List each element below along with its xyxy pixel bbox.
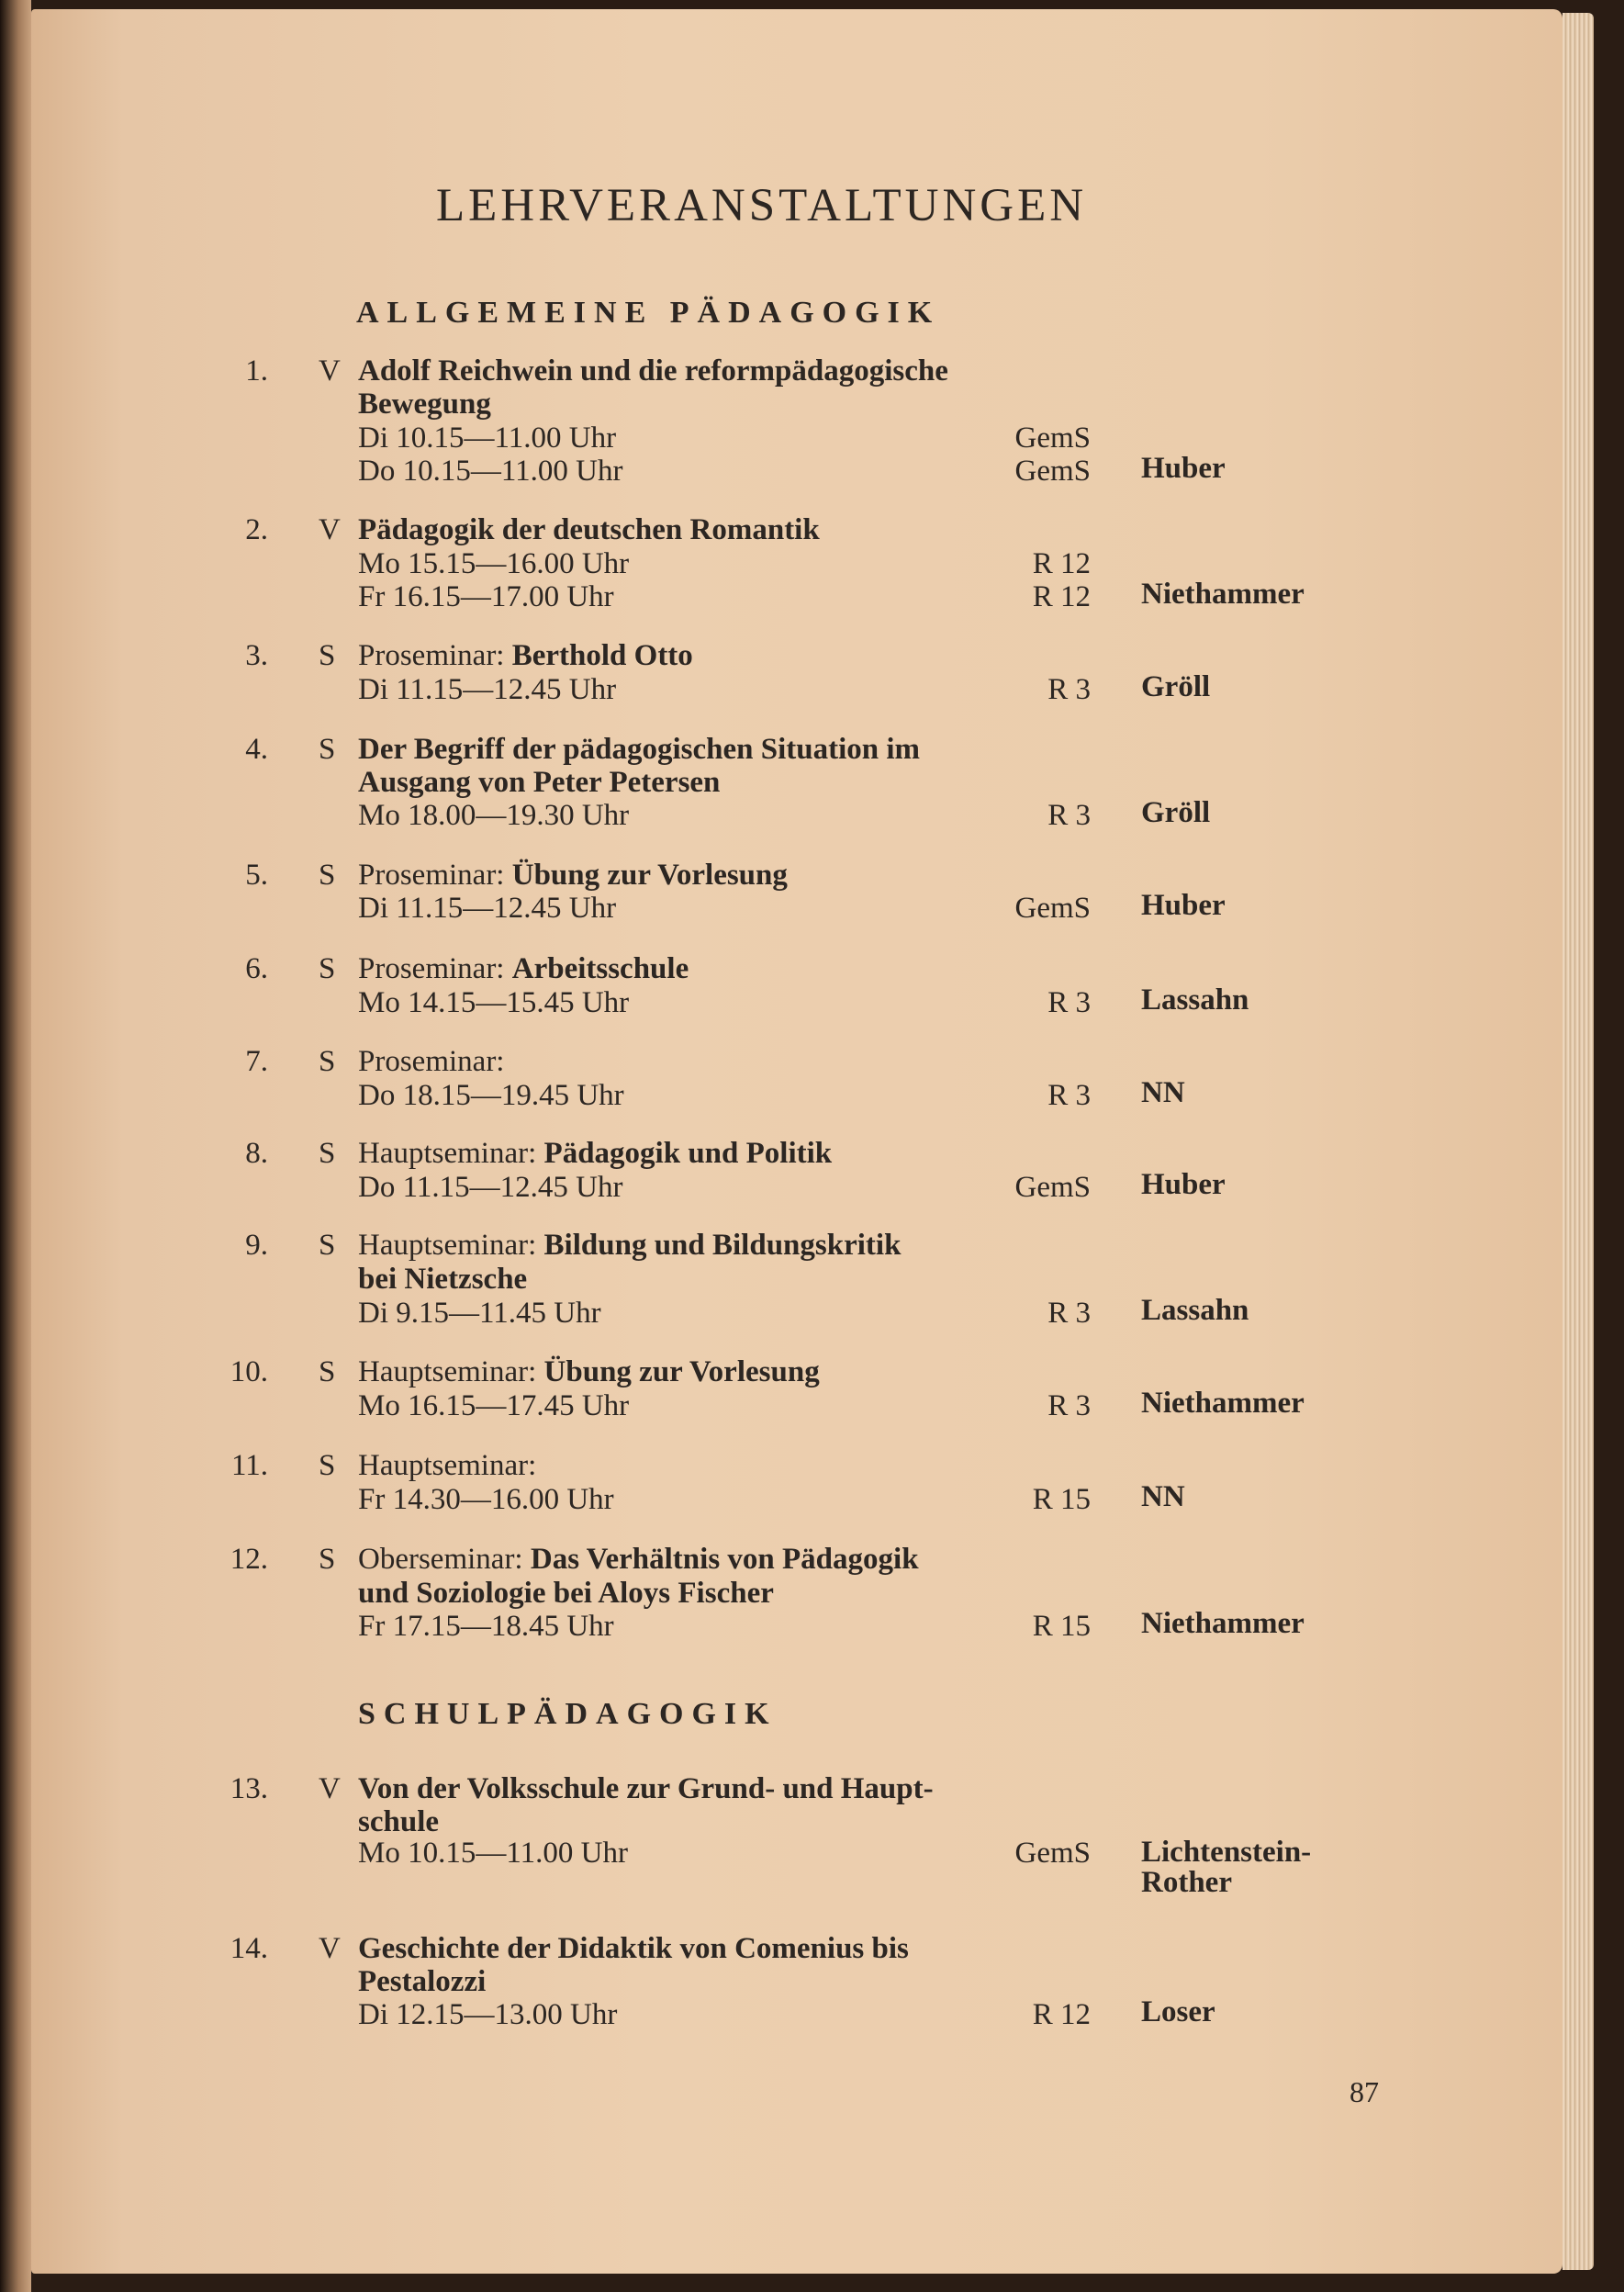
page-stack-edge	[1562, 13, 1594, 2270]
entry-room: R 3	[1047, 986, 1091, 1019]
entry-type: S	[319, 1355, 336, 1388]
entry-number: 12.	[230, 1543, 268, 1576]
entry-room: GemS	[1014, 421, 1091, 455]
entry-room: R 12	[1032, 547, 1091, 580]
entry-lecturer: NN	[1141, 1076, 1185, 1109]
entry-title-cont: Bewegung	[358, 388, 491, 421]
entry-type: S	[319, 1045, 336, 1078]
entry-title-cont: und Soziologie bei Aloys Fischer	[358, 1577, 774, 1610]
entry-title: Der Begriff der pädagogischen Situation im	[358, 733, 921, 766]
section-heading: SCHULPÄDAGOGIK	[358, 1697, 778, 1731]
entry-type: S	[319, 952, 336, 985]
entry-time: Do 18.15—19.45 Uhr	[358, 1079, 624, 1112]
entry-title: Pädagogik und Politik	[543, 1137, 833, 1170]
entry-type: S	[319, 733, 336, 766]
page-number: 87	[1350, 2075, 1379, 2108]
entry-time: Mo 18.00—19.30 Uhr	[358, 799, 630, 832]
entry-number: 2.	[245, 513, 268, 546]
entry-time: Di 10.15—11.00 Uhr	[358, 421, 617, 455]
entry-room: R 12	[1032, 1998, 1091, 2031]
entry-room: R 3	[1047, 1079, 1091, 1112]
entry-time: Mo 16.15—17.45 Uhr	[358, 1389, 630, 1422]
entry-title: Berthold Otto	[511, 639, 693, 672]
entry-prefix: Proseminar:	[358, 859, 512, 892]
entry-time: Do 10.15—11.00 Uhr	[358, 455, 623, 488]
entry-lecturer: Loser	[1141, 1995, 1215, 2028]
entry-title-cont: Pestalozzi	[358, 1965, 487, 1998]
entry-type: S	[319, 639, 336, 672]
entry-title-line	[358, 1355, 820, 1388]
entry-lecturer: NN	[1141, 1480, 1185, 1513]
entry-time: Di 9.15—11.45 Uhr	[358, 1297, 601, 1330]
entry-lecturer: Lichtenstein-	[1141, 1836, 1312, 1869]
entry-number: 1.	[245, 354, 268, 388]
entry-type: S	[319, 1137, 336, 1170]
entry-title: Das Verhältnis von Pädagogik	[530, 1543, 919, 1576]
entry-type: V	[319, 1772, 341, 1805]
entry-title: Arbeitsschule	[511, 952, 689, 985]
entry-type: V	[319, 1932, 341, 1965]
entry-title-line	[358, 952, 689, 985]
entry-prefix: Oberseminar:	[358, 1543, 531, 1576]
entry-lecturer: Lassahn	[1141, 983, 1249, 1017]
entry-time: Mo 10.15—11.00 Uhr	[358, 1837, 628, 1870]
entry-lecturer: Niethammer	[1141, 1387, 1305, 1420]
entry-room: R 3	[1047, 799, 1091, 832]
entry-number: 5.	[245, 859, 268, 892]
entry-lecturer-cont: Rother	[1141, 1866, 1232, 1899]
entry-room: R 15	[1032, 1483, 1091, 1516]
entry-title-line	[358, 1543, 919, 1576]
entry-prefix: Hauptseminar:	[358, 1137, 544, 1170]
entry-number: 4.	[245, 733, 268, 766]
entry-lecturer: Huber	[1141, 452, 1226, 485]
entry-number: 3.	[245, 639, 268, 672]
entry-title: Geschichte der Didaktik von Comenius bis	[358, 1932, 909, 1965]
entry-prefix: Proseminar:	[358, 639, 512, 672]
entry-title-line	[358, 1137, 832, 1170]
entry-lecturer: Gröll	[1141, 796, 1211, 829]
entry-number: 9.	[245, 1229, 268, 1262]
entry-time: Di 12.15—13.00 Uhr	[358, 1998, 618, 2031]
entry-room: GemS	[1014, 1837, 1091, 1870]
entry-title: Übung zur Vorlesung	[543, 1355, 820, 1388]
entry-type: V	[319, 513, 341, 546]
entry-time: Di 11.15—12.45 Uhr	[358, 892, 617, 925]
entry-title-cont: bei Nietzsche	[358, 1263, 528, 1296]
entry-number: 13.	[230, 1772, 268, 1805]
entry-lecturer: Lassahn	[1141, 1294, 1249, 1327]
entry-number: 10.	[230, 1355, 268, 1388]
entry-room: R 15	[1032, 1610, 1091, 1643]
entry-number: 6.	[245, 952, 268, 985]
page-title: LEHRVERANSTALTUNGEN	[436, 180, 1088, 231]
entry-number: 11.	[230, 1449, 268, 1482]
entry-title-line	[358, 1229, 901, 1262]
entry-room: GemS	[1014, 1171, 1091, 1204]
entry-time: Di 11.15—12.45 Uhr	[358, 673, 617, 706]
entry-prefix: Hauptseminar:	[358, 1355, 544, 1388]
entry-lecturer: Niethammer	[1141, 578, 1305, 611]
entry-prefix: Proseminar:	[358, 1045, 505, 1078]
entry-title-cont: schule	[358, 1805, 440, 1838]
entry-room: GemS	[1014, 892, 1091, 925]
entry-title: Pädagogik der deutschen Romantik	[358, 513, 820, 546]
entry-title: Adolf Reichwein und die reformpädagogische	[358, 354, 948, 388]
entry-title-line	[358, 859, 788, 892]
entry-prefix: Hauptseminar:	[358, 1449, 537, 1482]
entry-title: Übung zur Vorlesung	[511, 859, 788, 892]
entry-prefix: Hauptseminar:	[358, 1229, 544, 1262]
entry-time: Fr 16.15—17.00 Uhr	[358, 580, 614, 613]
entry-type: S	[319, 1543, 336, 1576]
entry-room: R 12	[1032, 580, 1091, 613]
entry-lecturer: Gröll	[1141, 670, 1211, 703]
entry-lecturer: Huber	[1141, 1168, 1226, 1201]
entry-number: 14.	[230, 1932, 268, 1965]
entry-time: Do 11.15—12.45 Uhr	[358, 1171, 623, 1204]
entry-lecturer: Niethammer	[1141, 1607, 1305, 1640]
entry-room: R 3	[1047, 673, 1091, 706]
entry-title: Von der Volksschule zur Grund- und Haupt-	[358, 1772, 934, 1805]
entry-room: R 3	[1047, 1389, 1091, 1422]
entry-time: Mo 15.15—16.00 Uhr	[358, 547, 630, 580]
entry-type: S	[319, 1229, 336, 1262]
entry-number: 8.	[245, 1137, 268, 1170]
entry-type: V	[319, 354, 341, 388]
entry-type: S	[319, 859, 336, 892]
entry-prefix: Proseminar:	[358, 952, 512, 985]
entry-title: Bildung und Bildungskritik	[543, 1229, 902, 1262]
entry-title-line	[358, 639, 693, 672]
entry-title-cont: Ausgang von Peter Petersen	[358, 766, 721, 799]
entry-time: Mo 14.15—15.45 Uhr	[358, 986, 630, 1019]
entry-room: R 3	[1047, 1297, 1091, 1330]
entry-lecturer: Huber	[1141, 889, 1226, 922]
entry-room: GemS	[1014, 455, 1091, 488]
section-heading: ALLGEMEINE PÄDAGOGIK	[356, 296, 941, 330]
entry-time: Fr 17.15—18.45 Uhr	[358, 1610, 614, 1643]
entry-time: Fr 14.30—16.00 Uhr	[358, 1483, 614, 1516]
left-page-edge	[0, 0, 31, 2292]
entry-number: 7.	[245, 1045, 268, 1078]
entry-type: S	[319, 1449, 336, 1482]
